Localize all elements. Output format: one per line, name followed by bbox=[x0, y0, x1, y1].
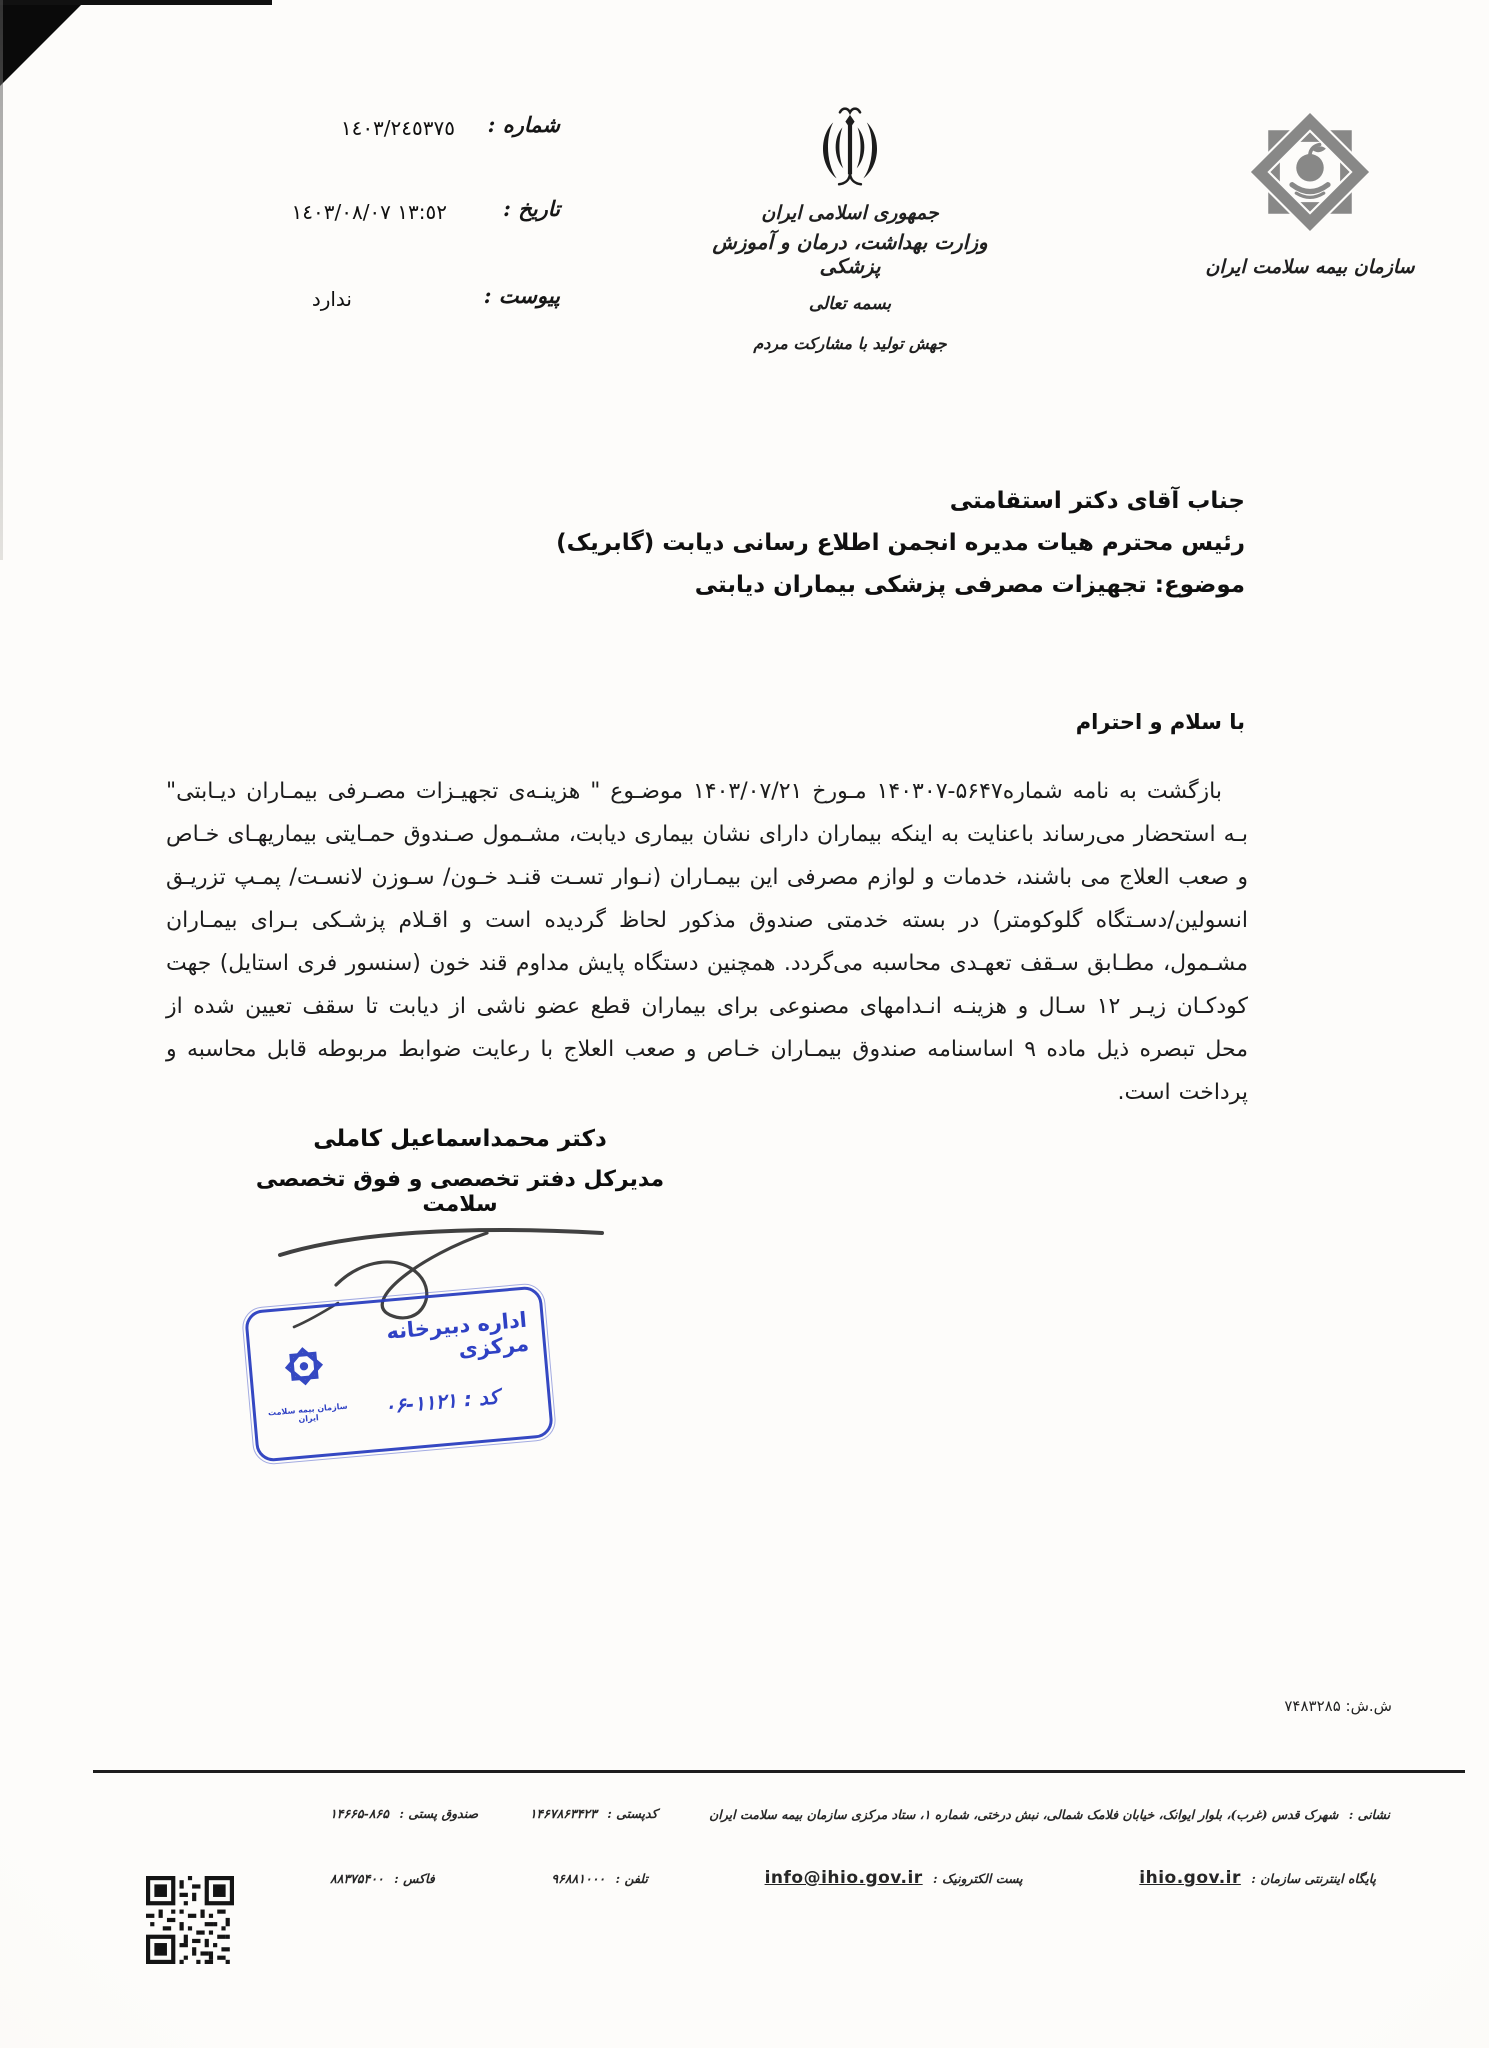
scan-corner-artifact bbox=[0, 0, 86, 86]
signatory-name: دکتر محمداسماعیل کاملی bbox=[313, 1126, 607, 1152]
letter-date-value: ١٣:٥٢ ١٤٠٣/٠٨/٠٧ bbox=[291, 200, 447, 224]
postal-code-item bbox=[530, 1806, 658, 1821]
po-box-item bbox=[330, 1806, 478, 1821]
recipient-block bbox=[556, 488, 1245, 614]
footer-contact-row bbox=[330, 1868, 1376, 1888]
stamp-code: کد : ۱۱۲۱-۰۶ bbox=[383, 1384, 500, 1419]
subject-line: موضوع: تجهیزات مصرفی پزشکی بیماران دیابتی bbox=[694, 572, 1245, 598]
address-value: شهرک قدس (غرب)، بلوار ایوانک، خیابان فلامک شمالی، نبش درختی، شماره ۱، ستاد مرکزی سازمان بیمه سلامت ایران bbox=[709, 1807, 1339, 1822]
country-name: جمهوری اسلامی ایران bbox=[761, 202, 939, 224]
letterhead-center bbox=[690, 104, 1010, 353]
recipient-name: جناب آقای دکتر استقامتی bbox=[949, 488, 1245, 514]
address-item bbox=[709, 1806, 1390, 1825]
recipient-title: رئیس محترم هیات مدیره انجمن اطلاع رسانی دیابت (گابریک) bbox=[556, 530, 1245, 556]
postal-code-value: ۱۴۶۷۸۶۳۴۲۳ bbox=[529, 1806, 597, 1821]
email-item bbox=[765, 1868, 1023, 1888]
postal-code-label: کدپستی : bbox=[607, 1806, 658, 1821]
website-label: پایگاه اینترنتی سازمان : bbox=[1251, 1871, 1376, 1886]
stamp-org-name: سازمان بیمه سلامت ایران bbox=[267, 1401, 348, 1424]
phone-label: تلفن : bbox=[615, 1870, 648, 1886]
footer-divider bbox=[93, 1770, 1465, 1773]
scan-top-edge-artifact bbox=[0, 0, 272, 5]
letter-date-label: تاريخ : bbox=[503, 196, 560, 221]
letterhead-org bbox=[1185, 98, 1435, 278]
footer-address-row bbox=[330, 1806, 1390, 1825]
greeting: با سلام و احترام bbox=[1075, 710, 1245, 734]
stamp-logo-area bbox=[258, 1316, 353, 1453]
po-box-label: صندوق پستی : bbox=[399, 1806, 479, 1821]
attachment-value: ندارد bbox=[311, 287, 352, 311]
ihio-logo-icon bbox=[1234, 98, 1386, 246]
stamp-office-name: اداره دبیرخانه مرکزی bbox=[385, 1307, 530, 1362]
address-label: نشانی : bbox=[1348, 1807, 1390, 1822]
attachment-label: پیوست : bbox=[483, 283, 560, 308]
year-slogan: جهش تولید با مشارکت مردم bbox=[753, 334, 947, 353]
iran-emblem-icon bbox=[802, 104, 898, 196]
registry-stamp bbox=[244, 1285, 554, 1462]
record-number: ش.ش: ۷۴۸۳۲۸۵ bbox=[1284, 1697, 1392, 1715]
website-value: ihio.gov.ir bbox=[1139, 1868, 1241, 1888]
po-box-value: ۸۶۵-۱۴۶۶۵ bbox=[330, 1806, 389, 1821]
letter-body: بازگشت به نامه شماره۵۶۴۷-۱۴۰۳۰۷ مـورخ ۱۴۰۳/۰۷/۲۱ موضـوع " هزینـه‌ی تجهیـزات مصـرفی بیمـاران دیـابتی" بـه استحضار می‌رساند باعنایت به اینکه بیماران دارای نشان بیماری دیابت، مشـمول صـندوق حمـایتی بیماریهـای خـاص و صعب العلاج می باشند، خدمات و لوازم مصرفی این بیمـاران (نـوار تسـت قنـد خـون/ سـوزن لانسـت/ پمـپ تزریـق انسولین/دسـتگاه گلوکومتر) در بسته خدمتی صندوق مذکور لحاظ گردیده است و اقـلام پزشـکی بـرای بیمـاران مشـمول، مطـابق سـقف تعهـدی محاسبه می‌گردد. همچنین دستگاه پایش مداوم قند خون (سنسور فری استایل) جهت کودکـان زیـر ۱۲ سـال و هزینـه انـدامهای مصنوعی برای بیماران قطع عضو ناشی از دیابت تا سقف تعیین شده از محل تبصره ذیل ماده ۹ اساسنامه صندوق بیمـاران خـاص و صعب العلاج با رعایت ضوابط مربوطه قابل محاسبه و پرداخت است. bbox=[166, 779, 1248, 1105]
signatory-title: مدیرکل دفتر تخصصی و فوق تخصصی سلامت bbox=[255, 1167, 665, 1217]
ministry-name: وزارت بهداشت، درمان و آموزش پزشکی bbox=[712, 230, 988, 278]
email-label: پست الکترونیک : bbox=[933, 1871, 1023, 1886]
scan-left-edge-artifact bbox=[0, 0, 3, 560]
letter-number-value: ١٤٠٣/٢٤٥٣٧٥ bbox=[340, 116, 455, 140]
fax-label: فاکس : bbox=[394, 1870, 435, 1886]
org-name: سازمان بیمه سلامت ایران bbox=[1205, 256, 1415, 278]
stamp-texts bbox=[342, 1300, 537, 1446]
fax-value: ۸۸۳۷۵۴۰۰ bbox=[330, 1870, 384, 1886]
email-value: info@ihio.gov.ir bbox=[764, 1868, 923, 1888]
phone-item bbox=[551, 1871, 648, 1886]
stamp-org-logo-icon bbox=[277, 1339, 331, 1393]
basmala-text: بسمه تعالی bbox=[808, 294, 892, 314]
letter-number-label: شماره : bbox=[487, 112, 560, 137]
signature-block bbox=[245, 1126, 675, 1217]
phone-value: ۹۶۸۸۱۰۰۰ bbox=[551, 1870, 606, 1886]
qr-code bbox=[146, 1876, 234, 1964]
website-item bbox=[1139, 1868, 1376, 1888]
fax-item bbox=[330, 1871, 435, 1886]
